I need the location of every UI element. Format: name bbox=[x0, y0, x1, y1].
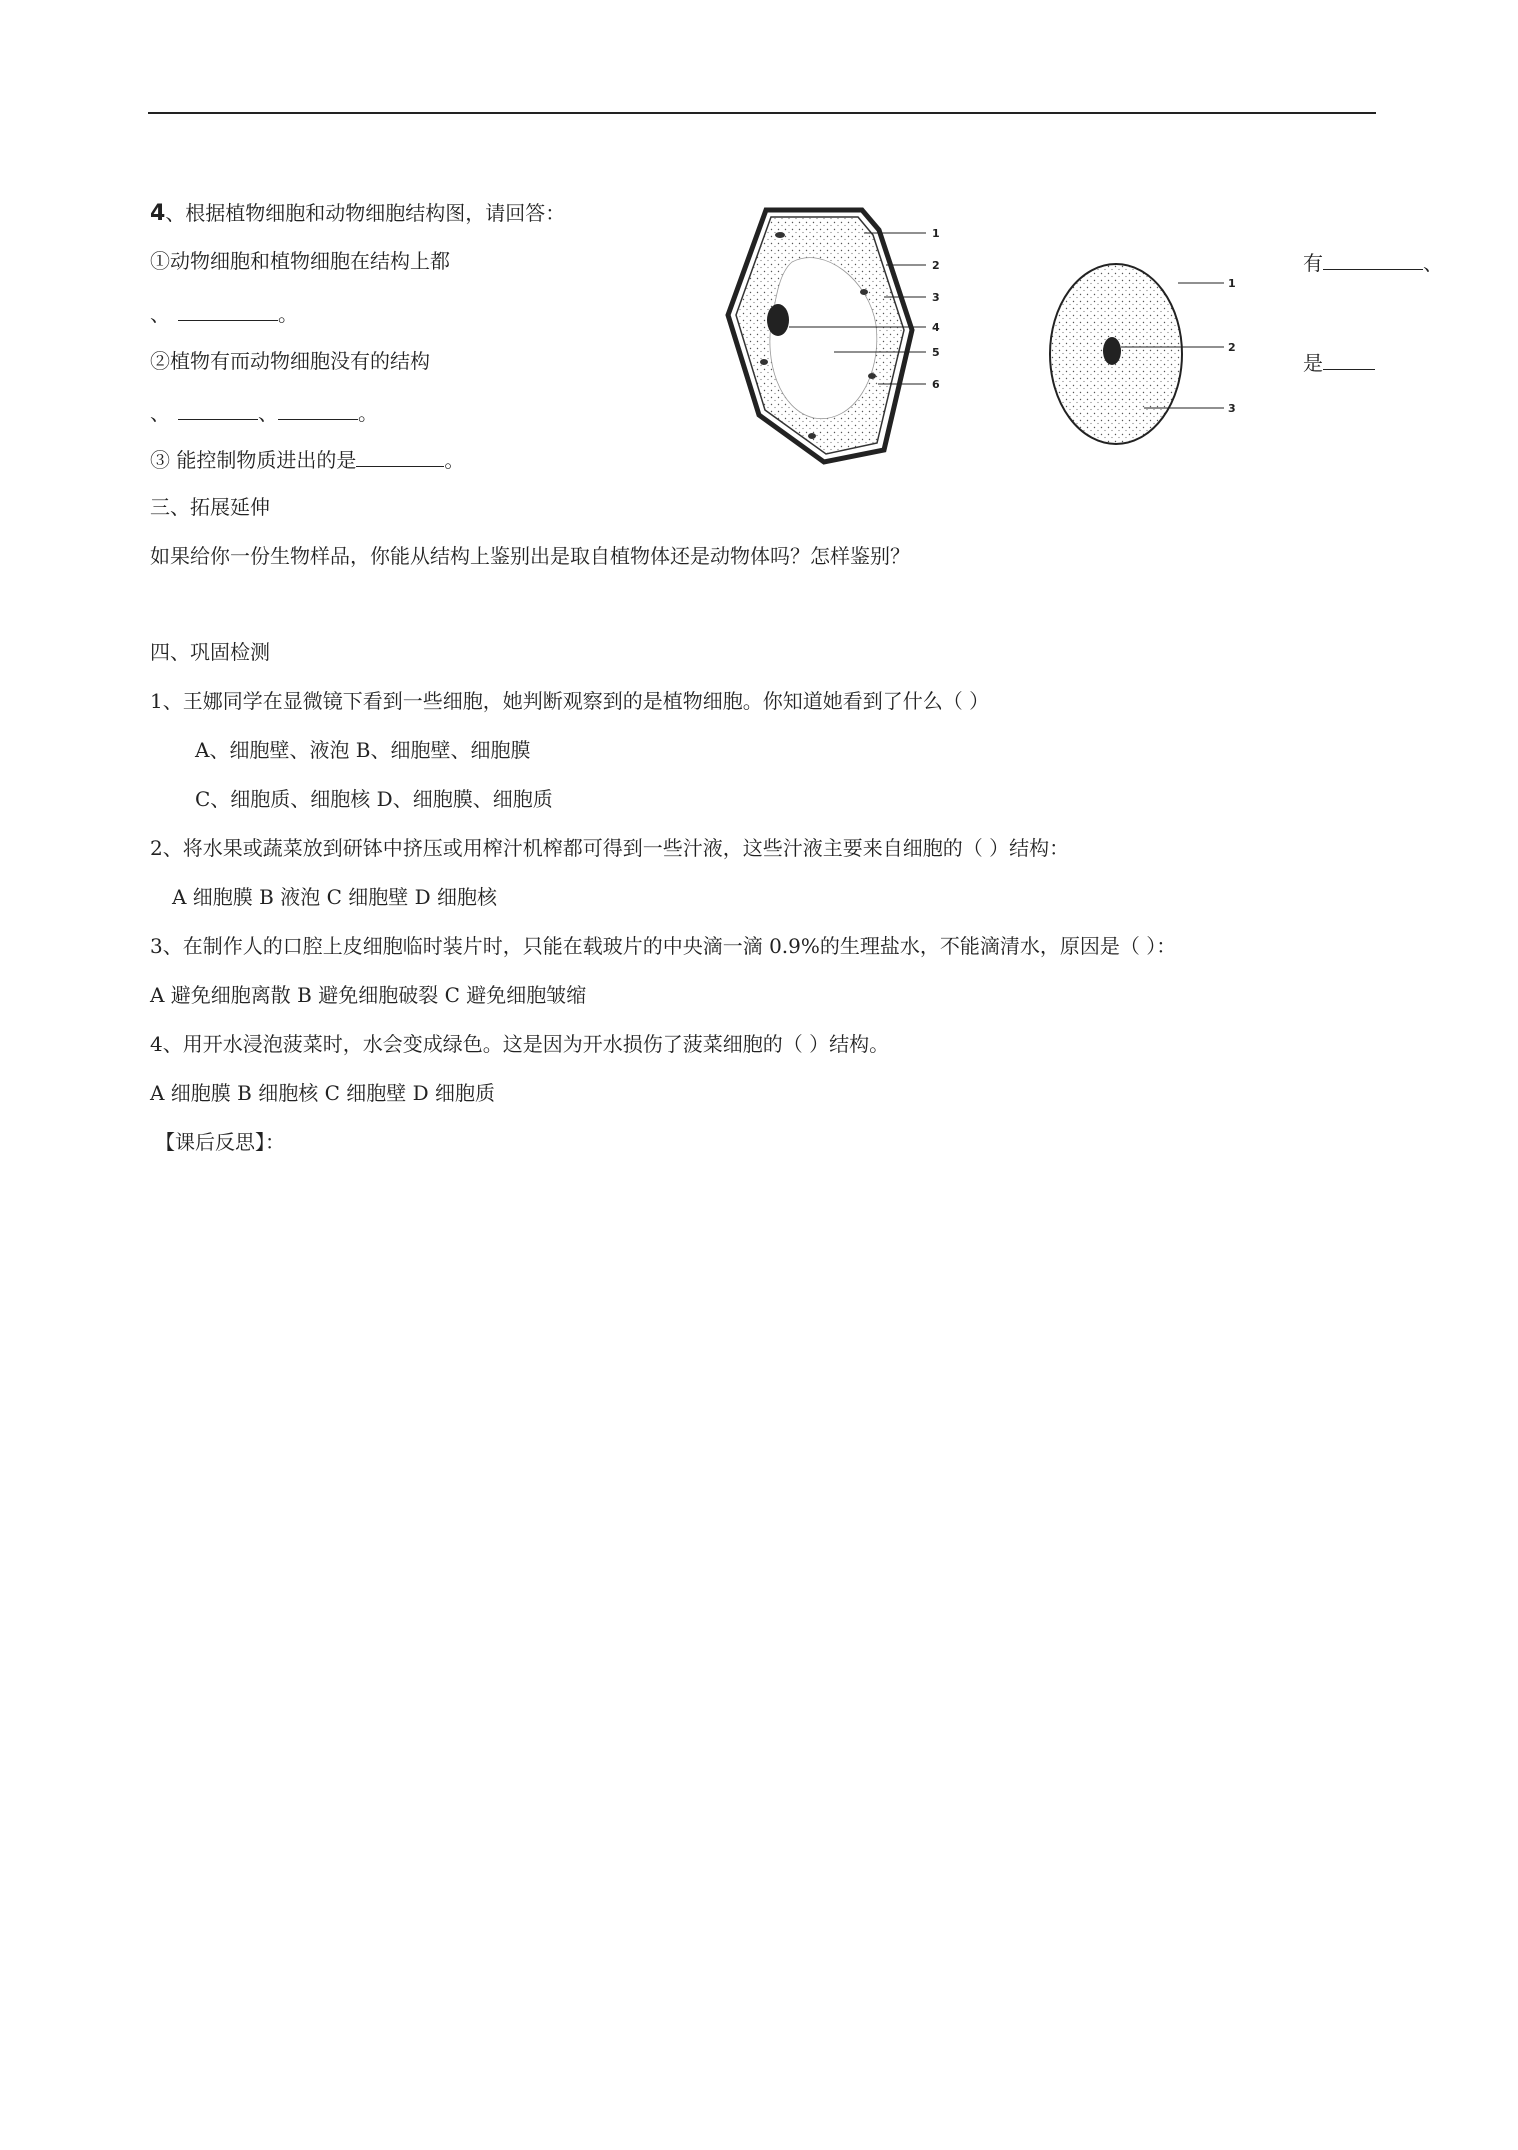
q4-part2-line2-prefix: 、 bbox=[150, 401, 170, 425]
q4-part2-line2 bbox=[150, 399, 378, 425]
answer-blank[interactable] bbox=[356, 446, 444, 467]
plant-label: 1 bbox=[932, 227, 940, 240]
quiz-q2: 2、将水果或蔬菜放到研钵中挤压或用榨汁机榨都可得到一些汁液，这些汁液主要来自细胞的（ ）结构： bbox=[150, 836, 1070, 860]
q4-part1-text: ①动物细胞和植物细胞在结构上都 bbox=[150, 249, 450, 273]
plant-cell-chloroplast bbox=[775, 232, 785, 238]
quiz-q3-options: A 避免细胞离散 B 避免细胞破裂 C 避免细胞皱缩 bbox=[150, 983, 587, 1007]
answer-blank[interactable] bbox=[178, 399, 258, 420]
quiz-q1-options-2: C、细胞质、细胞核 D、细胞膜、细胞质 bbox=[195, 787, 553, 811]
q4-part1-line2 bbox=[150, 300, 298, 326]
section3-question: 如果给你一份生物样品，你能从结构上鉴别出是取自植物体还是动物体吗？怎样鉴别？ bbox=[150, 544, 910, 568]
quiz-q2-options: A 细胞膜 B 液泡 C 细胞壁 D 细胞核 bbox=[172, 885, 497, 909]
q4-part2-text: ②植物有而动物细胞没有的结构 bbox=[150, 349, 430, 373]
animal-label: 1 bbox=[1228, 277, 1236, 290]
plant-cell-chloroplast bbox=[868, 373, 876, 379]
animal-cell-nucleus bbox=[1103, 337, 1121, 365]
animal-label: 3 bbox=[1228, 402, 1236, 415]
quiz-q3: 3、在制作人的口腔上皮细胞临时装片时，只能在载玻片的中央滴一滴 0.9%的生理盐水，不能滴清水，原因是（ ）： bbox=[150, 934, 1177, 958]
q4-intro bbox=[150, 201, 565, 226]
q4-part2-right bbox=[1303, 349, 1375, 375]
q4-part1-right bbox=[1303, 249, 1443, 275]
plant-cell-nucleus bbox=[767, 304, 789, 336]
q4-part3-suffix: 。 bbox=[444, 448, 465, 472]
q4-part1-right-label: 有 bbox=[1303, 251, 1323, 275]
plant-label: 5 bbox=[932, 346, 940, 359]
q4-part1-line2-prefix: 、 bbox=[150, 302, 170, 326]
q4-part2-line2-mid: 、 bbox=[258, 401, 278, 425]
plant-cell-chloroplast bbox=[860, 289, 868, 295]
q4-part2-line2-suffix: 。 bbox=[358, 401, 378, 425]
plant-label: 4 bbox=[932, 321, 940, 334]
header-rule bbox=[148, 112, 1376, 114]
section4-title: 四、巩固检测 bbox=[150, 640, 270, 664]
answer-blank[interactable] bbox=[278, 399, 358, 420]
quiz-q1: 1、王娜同学在显微镜下看到一些细胞，她判断观察到的是植物细胞。你知道她看到了什么（ ） bbox=[150, 689, 990, 713]
plant-label: 2 bbox=[932, 259, 940, 272]
plant-cell-chloroplast bbox=[760, 359, 768, 365]
q4-part1-separator: 、 bbox=[1423, 251, 1443, 275]
quiz-q4: 4、用开水浸泡菠菜时，水会变成绿色。这是因为开水损伤了菠菜细胞的（ ）结构。 bbox=[150, 1032, 890, 1056]
plant-label: 3 bbox=[932, 291, 940, 304]
answer-blank[interactable] bbox=[1323, 349, 1375, 370]
plant-cell-chloroplast bbox=[808, 433, 816, 439]
answer-blank[interactable] bbox=[1323, 249, 1423, 270]
answer-blank[interactable] bbox=[178, 300, 278, 321]
quiz-q1-options-1: A、细胞壁、液泡 B、细胞壁、细胞膜 bbox=[195, 738, 531, 762]
plant-cell-diagram bbox=[714, 200, 964, 470]
q4-part1-line2-suffix: 。 bbox=[278, 302, 298, 326]
animal-cell-diagram bbox=[1044, 258, 1244, 458]
q4-part3 bbox=[150, 446, 464, 472]
animal-label: 2 bbox=[1228, 341, 1236, 354]
plant-label: 6 bbox=[932, 378, 940, 391]
q4-number: 4 bbox=[150, 201, 166, 226]
q4-intro-text: 、根据植物细胞和动物细胞结构图，请回答： bbox=[165, 201, 566, 225]
section3-title: 三、拓展延伸 bbox=[150, 495, 270, 519]
q4-part3-text: ③ 能控制物质进出的是 bbox=[150, 448, 357, 472]
reflection-heading: 【课后反思】： bbox=[155, 1130, 285, 1154]
q4-part2-right-label: 是 bbox=[1303, 351, 1323, 375]
quiz-q4-options: A 细胞膜 B 细胞核 C 细胞壁 D 细胞质 bbox=[150, 1081, 495, 1105]
